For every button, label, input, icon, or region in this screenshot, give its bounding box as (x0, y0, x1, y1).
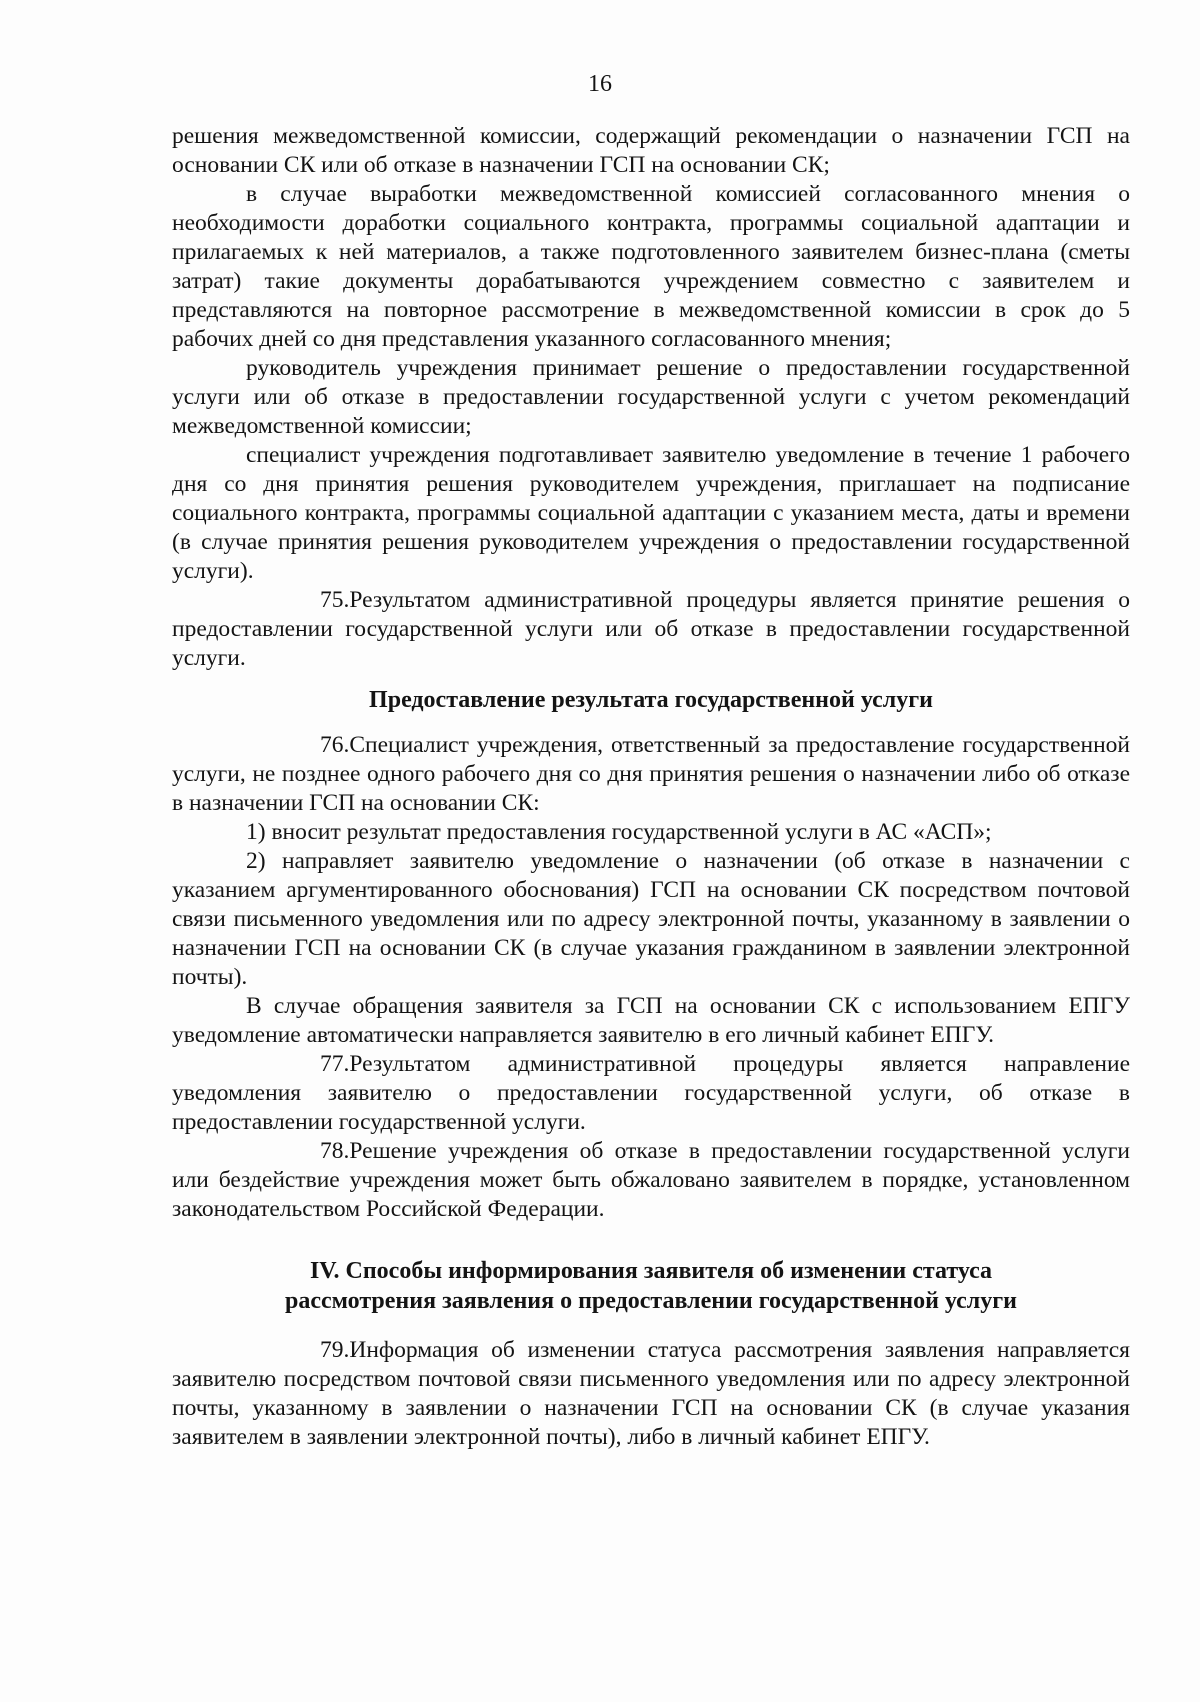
item-76-text: Специалист учреждения, ответственный за предоставление государственной услуги, не позднее одного рабочего дня со дня принятия решения о назначении либо об отказе в назначении ГСП на основании СК: (172, 732, 1130, 816)
item-77 (172, 1050, 1130, 1137)
item-78-text: Решение учреждения об отказе в предоставлении государственной услуги или бездействие учреждения может быть обжаловано заявителем в порядке, установленном законодательством Российской Федерации. (172, 1138, 1130, 1222)
item-75-text: Результатом административной процедуры является принятие решения о предоставлении государственной услуги или об отказе в предоставлении государственной услуги. (172, 587, 1130, 671)
heading-result: Предоставление результата государственной услуги (369, 687, 933, 713)
paragraph-revision: в случае выработки межведомственной комиссией согласованного мнения о необходимости доработки социального контракта, программы социальной адаптации и прилагаемых к ней материалов, а также подготовленного заявителем бизнес-плана (сметы затрат) такие документы дорабатываются учреждением совместно с заявителем и представляются на повторное рассмотрение в межведомственной комиссии в срок до 5 рабочих дней со дня представления указанного согласованного мнения; (172, 181, 1130, 352)
item-76-number: 76. (320, 732, 350, 758)
document-body (172, 122, 1130, 1452)
item-78-number: 78. (320, 1138, 350, 1164)
item-79 (172, 1336, 1130, 1452)
item-79-text: Информация об изменении статуса рассмотрения заявления направляется заявителю посредством почтовой связи письменного уведомления или по адресу электронной почты, указанному в заявлении о назначении ГСП на основании СК (в случае указания заявителем в заявлении электронной почты), либо в личный кабинет ЕПГУ. (172, 1337, 1130, 1450)
item-77-text: Результатом административной процедуры является направление уведомления заявителю о предоставлении государственной услуги, об отказе в предоставлении государственной услуги. (172, 1051, 1130, 1135)
heading-chapter-line-2: рассмотрения заявления о предоставлении государственной услуги (284, 1288, 1017, 1314)
heading-chapter-iv (172, 1256, 1130, 1316)
item-77-number: 77. (320, 1051, 350, 1077)
page-number: 16 (588, 71, 612, 97)
item-76-sub-2: 2) направляет заявителю уведомление о назначении (об отказе в назначении с указанием аргументированного обоснования) ГСП на основании СК посредством почтовой связи письменного уведомления или по адресу электронной почты, указанному в заявлении о назначении ГСП на основании СК (в случае указания гражданином в заявлении электронной почты). (172, 848, 1130, 990)
heading-chapter-line-1: IV. Способы информирования заявителя об изменении статуса (309, 1258, 993, 1284)
paragraph-epgu: В случае обращения заявителя за ГСП на основании СК с использованием ЕПГУ уведомление автоматически направляется заявителю в его личный кабинет ЕПГУ. (172, 993, 1130, 1048)
item-76-sub-1: 1) вносит результат предоставления государственной услуги в АС «АСП»; (246, 819, 992, 845)
paragraph-specialist-notice: специалист учреждения подготавливает заявителю уведомление в течение 1 рабочего дня со дня принятия решения руководителем учреждения, приглашает на подписание социального контракта, программы социальной адаптации с указанием места, даты и времени (в случае принятия решения руководителем учреждения о предоставлении государственной услуги). (172, 442, 1130, 584)
item-79-number: 79. (320, 1337, 350, 1363)
item-75-number: 75. (320, 587, 350, 613)
item-76 (172, 731, 1130, 818)
paragraph-continuation: решения межведомственной комиссии, содержащий рекомендации о назначении ГСП на основании СК или об отказе в назначении ГСП на основании СК; (172, 123, 1130, 178)
paragraph-head-decision: руководитель учреждения принимает решение о предоставлении государственной услуги или об отказе в предоставлении государственной услуги с учетом рекомендаций межведомственной комиссии; (172, 355, 1130, 439)
item-78 (172, 1137, 1130, 1224)
item-75 (172, 586, 1130, 673)
